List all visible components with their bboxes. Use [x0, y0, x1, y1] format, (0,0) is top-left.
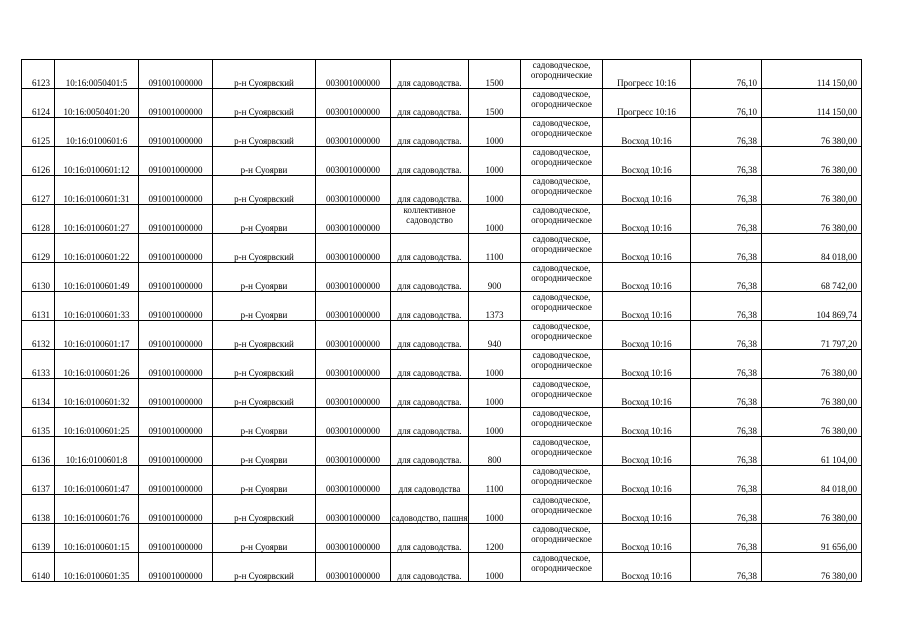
cadastral-number-cell: 10:16:0100601:31 [55, 176, 139, 205]
table-row [22, 553, 862, 582]
row-number-cell: 6125 [22, 118, 55, 147]
okato-code-cell: 091001000000 [139, 524, 213, 553]
table-row [22, 89, 862, 118]
cadastral-value-cell: 68 742,00 [762, 263, 862, 292]
area-cell: 940 [469, 321, 521, 350]
oktmo-code-cell: 003001000000 [316, 60, 391, 89]
oktmo-code-cell: 003001000000 [316, 524, 391, 553]
area-cell: 1000 [469, 147, 521, 176]
oktmo-code-cell: 003001000000 [316, 321, 391, 350]
cadastral-value-cell: 71 797,20 [762, 321, 862, 350]
specific-value-cell: 76,10 [691, 60, 762, 89]
land-category-cell [521, 524, 603, 553]
cadastral-number-cell: 10:16:0100601:25 [55, 408, 139, 437]
oktmo-code-cell: 003001000000 [316, 89, 391, 118]
land-category-line-2: огородническое [531, 563, 592, 573]
okato-code-cell: 091001000000 [139, 118, 213, 147]
specific-value-cell: 76,10 [691, 89, 762, 118]
oktmo-code-cell: 003001000000 [316, 263, 391, 292]
okato-code-cell: 091001000000 [139, 408, 213, 437]
land-category-line-2: огородническое [531, 128, 592, 138]
permitted-use-cell: для садоводства. [391, 437, 469, 466]
cadastral-group-cell: Восход 10:16 [603, 176, 691, 205]
land-category-line-1: садоводческое, [532, 292, 591, 302]
land-category-line-2: огородническое [531, 331, 592, 341]
specific-value-cell: 76,38 [691, 234, 762, 263]
table-row [22, 350, 862, 379]
row-number-cell: 6140 [22, 553, 55, 582]
permitted-use-cell: для садоводства. [391, 524, 469, 553]
row-number-cell: 6138 [22, 495, 55, 524]
cadastral-value-cell: 76 380,00 [762, 205, 862, 234]
district-cell: р-н Суоярвский [213, 118, 316, 147]
cadastral-group-cell: Восход 10:16 [603, 205, 691, 234]
permitted-use-cell: для садоводства. [391, 321, 469, 350]
row-number-cell: 6139 [22, 524, 55, 553]
land-category-line-2: огороднические [530, 70, 593, 80]
cadastral-value-cell: 76 380,00 [762, 495, 862, 524]
cadastral-value-cell: 76 380,00 [762, 350, 862, 379]
land-category-line-2: огородническое [531, 418, 592, 428]
table-row [22, 379, 862, 408]
oktmo-code-cell: 003001000000 [316, 234, 391, 263]
oktmo-code-cell: 003001000000 [316, 553, 391, 582]
permitted-use-cell: для садоводства. [391, 89, 469, 118]
oktmo-code-cell: 003001000000 [316, 147, 391, 176]
land-category-line-2: огородническое [531, 505, 592, 515]
cadastral-group-cell: Восход 10:16 [603, 147, 691, 176]
land-plots-table [21, 59, 862, 582]
district-cell: р-н Суоярви [213, 263, 316, 292]
okato-code-cell: 091001000000 [139, 321, 213, 350]
land-category-cell [521, 553, 603, 582]
cadastral-number-cell: 10:16:0050401:20 [55, 89, 139, 118]
table-body [22, 60, 862, 582]
okato-code-cell: 091001000000 [139, 495, 213, 524]
okato-code-cell: 091001000000 [139, 379, 213, 408]
table-row [22, 60, 862, 89]
area-cell: 1000 [469, 408, 521, 437]
district-cell: р-н Суоярвский [213, 321, 316, 350]
area-cell: 1100 [469, 466, 521, 495]
district-cell: р-н Суоярвский [213, 60, 316, 89]
row-number-cell: 6137 [22, 466, 55, 495]
land-category-line-2: огородническое [531, 302, 592, 312]
okato-code-cell: 091001000000 [139, 205, 213, 234]
okato-code-cell: 091001000000 [139, 350, 213, 379]
oktmo-code-cell: 003001000000 [316, 118, 391, 147]
district-cell: р-н Суоярви [213, 205, 316, 234]
land-category-line-2: огородническое [531, 389, 592, 399]
district-cell: р-н Суоярви [213, 437, 316, 466]
cadastral-group-cell: Восход 10:16 [603, 553, 691, 582]
land-category-cell [521, 495, 603, 524]
land-category-line-1: садоводческое, [532, 89, 591, 99]
permitted-use-cell: для садоводства. [391, 553, 469, 582]
cadastral-group-cell: Восход 10:16 [603, 321, 691, 350]
district-cell: р-н Суоярви [213, 147, 316, 176]
land-category-cell [521, 234, 603, 263]
cadastral-value-cell: 91 656,00 [762, 524, 862, 553]
specific-value-cell: 76,38 [691, 408, 762, 437]
document-page [21, 59, 862, 582]
land-category-line-1: садоводческое, [532, 524, 591, 534]
land-category-line-1: садоводческое, [532, 147, 591, 157]
district-cell: р-н Суоярвский [213, 495, 316, 524]
cadastral-value-cell: 61 104,00 [762, 437, 862, 466]
land-category-line-2: огородническое [531, 215, 592, 225]
row-number-cell: 6135 [22, 408, 55, 437]
district-cell: р-н Суоярви [213, 524, 316, 553]
permitted-use-cell: для садоводства. [391, 60, 469, 89]
cadastral-number-cell: 10:16:0100601:32 [55, 379, 139, 408]
cadastral-number-cell: 10:16:0100601:27 [55, 205, 139, 234]
land-category-line-1: садоводческое, [532, 495, 591, 505]
cadastral-number-cell: 10:16:0100601:22 [55, 234, 139, 263]
okato-code-cell: 091001000000 [139, 466, 213, 495]
cadastral-group-cell: Восход 10:16 [603, 379, 691, 408]
row-number-cell: 6128 [22, 205, 55, 234]
cadastral-number-cell: 10:16:0100601:49 [55, 263, 139, 292]
area-cell: 900 [469, 263, 521, 292]
land-category-line-1: садоводческое, [532, 118, 591, 128]
permitted-use-cell: для садоводства [391, 466, 469, 495]
land-category-line-2: огородническое [531, 360, 592, 370]
cadastral-number-cell: 10:16:0100601:47 [55, 466, 139, 495]
cadastral-group-cell: Восход 10:16 [603, 408, 691, 437]
land-category-cell [521, 89, 603, 118]
table-row [22, 147, 862, 176]
specific-value-cell: 76,38 [691, 524, 762, 553]
land-category-cell [521, 350, 603, 379]
permitted-use-cell: для садоводства. [391, 234, 469, 263]
permitted-use-cell: для садоводства. [391, 118, 469, 147]
cadastral-group-cell: Восход 10:16 [603, 292, 691, 321]
district-cell: р-н Суоярвский [213, 379, 316, 408]
land-category-cell [521, 205, 603, 234]
permitted-use-cell: садоводство, пашня [391, 495, 469, 524]
land-category-cell [521, 60, 603, 89]
area-cell: 1000 [469, 176, 521, 205]
land-category-line-2: огородническое [531, 99, 592, 109]
oktmo-code-cell: 003001000000 [316, 292, 391, 321]
cadastral-value-cell: 84 018,00 [762, 466, 862, 495]
land-category-cell [521, 263, 603, 292]
district-cell: р-н Суоярвский [213, 553, 316, 582]
land-category-line-1: садоводческое, [532, 350, 591, 360]
okato-code-cell: 091001000000 [139, 553, 213, 582]
land-category-line-1: садоводческое, [532, 321, 591, 331]
oktmo-code-cell: 003001000000 [316, 205, 391, 234]
district-cell: р-н Суоярвский [213, 176, 316, 205]
land-category-line-2: огородническое [531, 476, 592, 486]
specific-value-cell: 76,38 [691, 205, 762, 234]
cadastral-value-cell: 76 380,00 [762, 379, 862, 408]
district-cell: р-н Суоярвский [213, 234, 316, 263]
cadastral-value-cell: 84 018,00 [762, 234, 862, 263]
cadastral-group-cell: Восход 10:16 [603, 466, 691, 495]
cadastral-group-cell: Восход 10:16 [603, 234, 691, 263]
okato-code-cell: 091001000000 [139, 60, 213, 89]
table-row [22, 495, 862, 524]
cadastral-number-cell: 10:16:0100601:17 [55, 321, 139, 350]
land-category-cell [521, 118, 603, 147]
table-row [22, 524, 862, 553]
land-category-line-2: огородническое [531, 534, 592, 544]
specific-value-cell: 76,38 [691, 466, 762, 495]
cadastral-group-cell: Восход 10:16 [603, 118, 691, 147]
cadastral-group-cell: Восход 10:16 [603, 495, 691, 524]
land-category-line-2: огородническое [531, 157, 592, 167]
row-number-cell: 6129 [22, 234, 55, 263]
cadastral-group-cell: Восход 10:16 [603, 350, 691, 379]
district-cell: р-н Суоярви [213, 292, 316, 321]
land-category-line-1: садоводческое, [532, 234, 591, 244]
permitted-use-cell: для садоводства. [391, 176, 469, 205]
cadastral-number-cell: 10:16:0100601:35 [55, 553, 139, 582]
district-cell: р-н Суоярвский [213, 89, 316, 118]
cadastral-group-cell: Восход 10:16 [603, 437, 691, 466]
specific-value-cell: 76,38 [691, 437, 762, 466]
table-row [22, 408, 862, 437]
specific-value-cell: 76,38 [691, 176, 762, 205]
cadastral-value-cell: 114 150,00 [762, 60, 862, 89]
row-number-cell: 6132 [22, 321, 55, 350]
cadastral-number-cell: 10:16:0100601:76 [55, 495, 139, 524]
okato-code-cell: 091001000000 [139, 176, 213, 205]
cadastral-number-cell: 10:16:0100601:33 [55, 292, 139, 321]
area-cell: 1373 [469, 292, 521, 321]
oktmo-code-cell: 003001000000 [316, 350, 391, 379]
cadastral-number-cell: 10:16:0100601:15 [55, 524, 139, 553]
cadastral-number-cell: 10:16:0100601:26 [55, 350, 139, 379]
cadastral-value-cell: 114 150,00 [762, 89, 862, 118]
permitted-use-cell: для садоводства. [391, 379, 469, 408]
land-category-line-1: садоводческое, [532, 176, 591, 186]
land-category-line-2: огородническое [531, 244, 592, 254]
oktmo-code-cell: 003001000000 [316, 495, 391, 524]
land-category-cell [521, 147, 603, 176]
cadastral-group-cell: Восход 10:16 [603, 524, 691, 553]
district-cell: р-н Суоярви [213, 466, 316, 495]
row-number-cell: 6131 [22, 292, 55, 321]
area-cell: 1000 [469, 350, 521, 379]
area-cell: 1200 [469, 524, 521, 553]
table-row [22, 234, 862, 263]
area-cell: 1000 [469, 495, 521, 524]
land-category-cell [521, 321, 603, 350]
okato-code-cell: 091001000000 [139, 437, 213, 466]
row-number-cell: 6130 [22, 263, 55, 292]
permitted-use-cell: для садоводства. [391, 263, 469, 292]
table-row [22, 321, 862, 350]
cadastral-number-cell: 10:16:0100601:6 [55, 118, 139, 147]
okato-code-cell: 091001000000 [139, 263, 213, 292]
permitted-use-cell: для садоводства. [391, 408, 469, 437]
land-category-line-1: садоводческое, [532, 60, 591, 70]
land-category-cell [521, 408, 603, 437]
area-cell: 1000 [469, 379, 521, 408]
specific-value-cell: 76,38 [691, 292, 762, 321]
area-cell: 1500 [469, 60, 521, 89]
row-number-cell: 6134 [22, 379, 55, 408]
oktmo-code-cell: 003001000000 [316, 408, 391, 437]
table-row [22, 118, 862, 147]
land-category-line-1: садоводческое, [532, 379, 591, 389]
row-number-cell: 6124 [22, 89, 55, 118]
area-cell: 1100 [469, 234, 521, 263]
oktmo-code-cell: 003001000000 [316, 466, 391, 495]
land-category-cell [521, 466, 603, 495]
cadastral-value-cell: 76 380,00 [762, 553, 862, 582]
specific-value-cell: 76,38 [691, 495, 762, 524]
specific-value-cell: 76,38 [691, 147, 762, 176]
district-cell: р-н Суоярвский [213, 350, 316, 379]
land-category-line-2: огородническое [531, 186, 592, 196]
row-number-cell: 6127 [22, 176, 55, 205]
cadastral-group-cell: Прогресс 10:16 [603, 60, 691, 89]
row-number-cell: 6123 [22, 60, 55, 89]
oktmo-code-cell: 003001000000 [316, 437, 391, 466]
permitted-use-cell: для садоводства. [391, 292, 469, 321]
oktmo-code-cell: 003001000000 [316, 176, 391, 205]
okato-code-cell: 091001000000 [139, 292, 213, 321]
table-row [22, 292, 862, 321]
land-category-line-1: садоводческое, [532, 408, 591, 418]
permitted-use-cell: для садоводства. [391, 147, 469, 176]
cadastral-number-cell: 10:16:0100601:12 [55, 147, 139, 176]
cadastral-value-cell: 76 380,00 [762, 147, 862, 176]
area-cell: 1500 [469, 89, 521, 118]
permitted-use-cell: для садоводства. [391, 350, 469, 379]
okato-code-cell: 091001000000 [139, 234, 213, 263]
land-category-line-2: огородническое [531, 273, 592, 283]
oktmo-code-cell: 003001000000 [316, 379, 391, 408]
land-category-cell [521, 437, 603, 466]
table-row [22, 437, 862, 466]
cadastral-number-cell: 10:16:0100601:8 [55, 437, 139, 466]
specific-value-cell: 76,38 [691, 379, 762, 408]
land-category-line-1: садоводческое, [532, 263, 591, 273]
table-row [22, 205, 862, 234]
table-row [22, 263, 862, 292]
land-category-cell [521, 379, 603, 408]
specific-value-cell: 76,38 [691, 553, 762, 582]
area-cell: 1000 [469, 553, 521, 582]
land-category-line-1: садоводческое, [532, 437, 591, 447]
permitted-use-cell: коллективное садоводство [391, 205, 469, 234]
table-row [22, 466, 862, 495]
cadastral-group-cell: Восход 10:16 [603, 263, 691, 292]
land-category-line-1: садоводческое, [532, 553, 591, 563]
row-number-cell: 6133 [22, 350, 55, 379]
row-number-cell: 6136 [22, 437, 55, 466]
specific-value-cell: 76,38 [691, 263, 762, 292]
district-cell: р-н Суоярви [213, 408, 316, 437]
land-category-cell [521, 292, 603, 321]
okato-code-cell: 091001000000 [139, 89, 213, 118]
area-cell: 1000 [469, 205, 521, 234]
row-number-cell: 6126 [22, 147, 55, 176]
cadastral-value-cell: 76 380,00 [762, 118, 862, 147]
cadastral-number-cell: 10:16:0050401:5 [55, 60, 139, 89]
okato-code-cell: 091001000000 [139, 147, 213, 176]
table-row [22, 176, 862, 205]
area-cell: 1000 [469, 118, 521, 147]
land-category-line-2: огородническое [531, 447, 592, 457]
cadastral-value-cell: 76 380,00 [762, 176, 862, 205]
specific-value-cell: 76,38 [691, 118, 762, 147]
specific-value-cell: 76,38 [691, 321, 762, 350]
land-category-line-1: садоводческое, [532, 466, 591, 476]
land-category-line-1: садоводческое, [532, 205, 591, 215]
land-category-cell [521, 176, 603, 205]
cadastral-group-cell: Прогресс 10:16 [603, 89, 691, 118]
cadastral-value-cell: 76 380,00 [762, 408, 862, 437]
cadastral-value-cell: 104 869,74 [762, 292, 862, 321]
specific-value-cell: 76,38 [691, 350, 762, 379]
area-cell: 800 [469, 437, 521, 466]
